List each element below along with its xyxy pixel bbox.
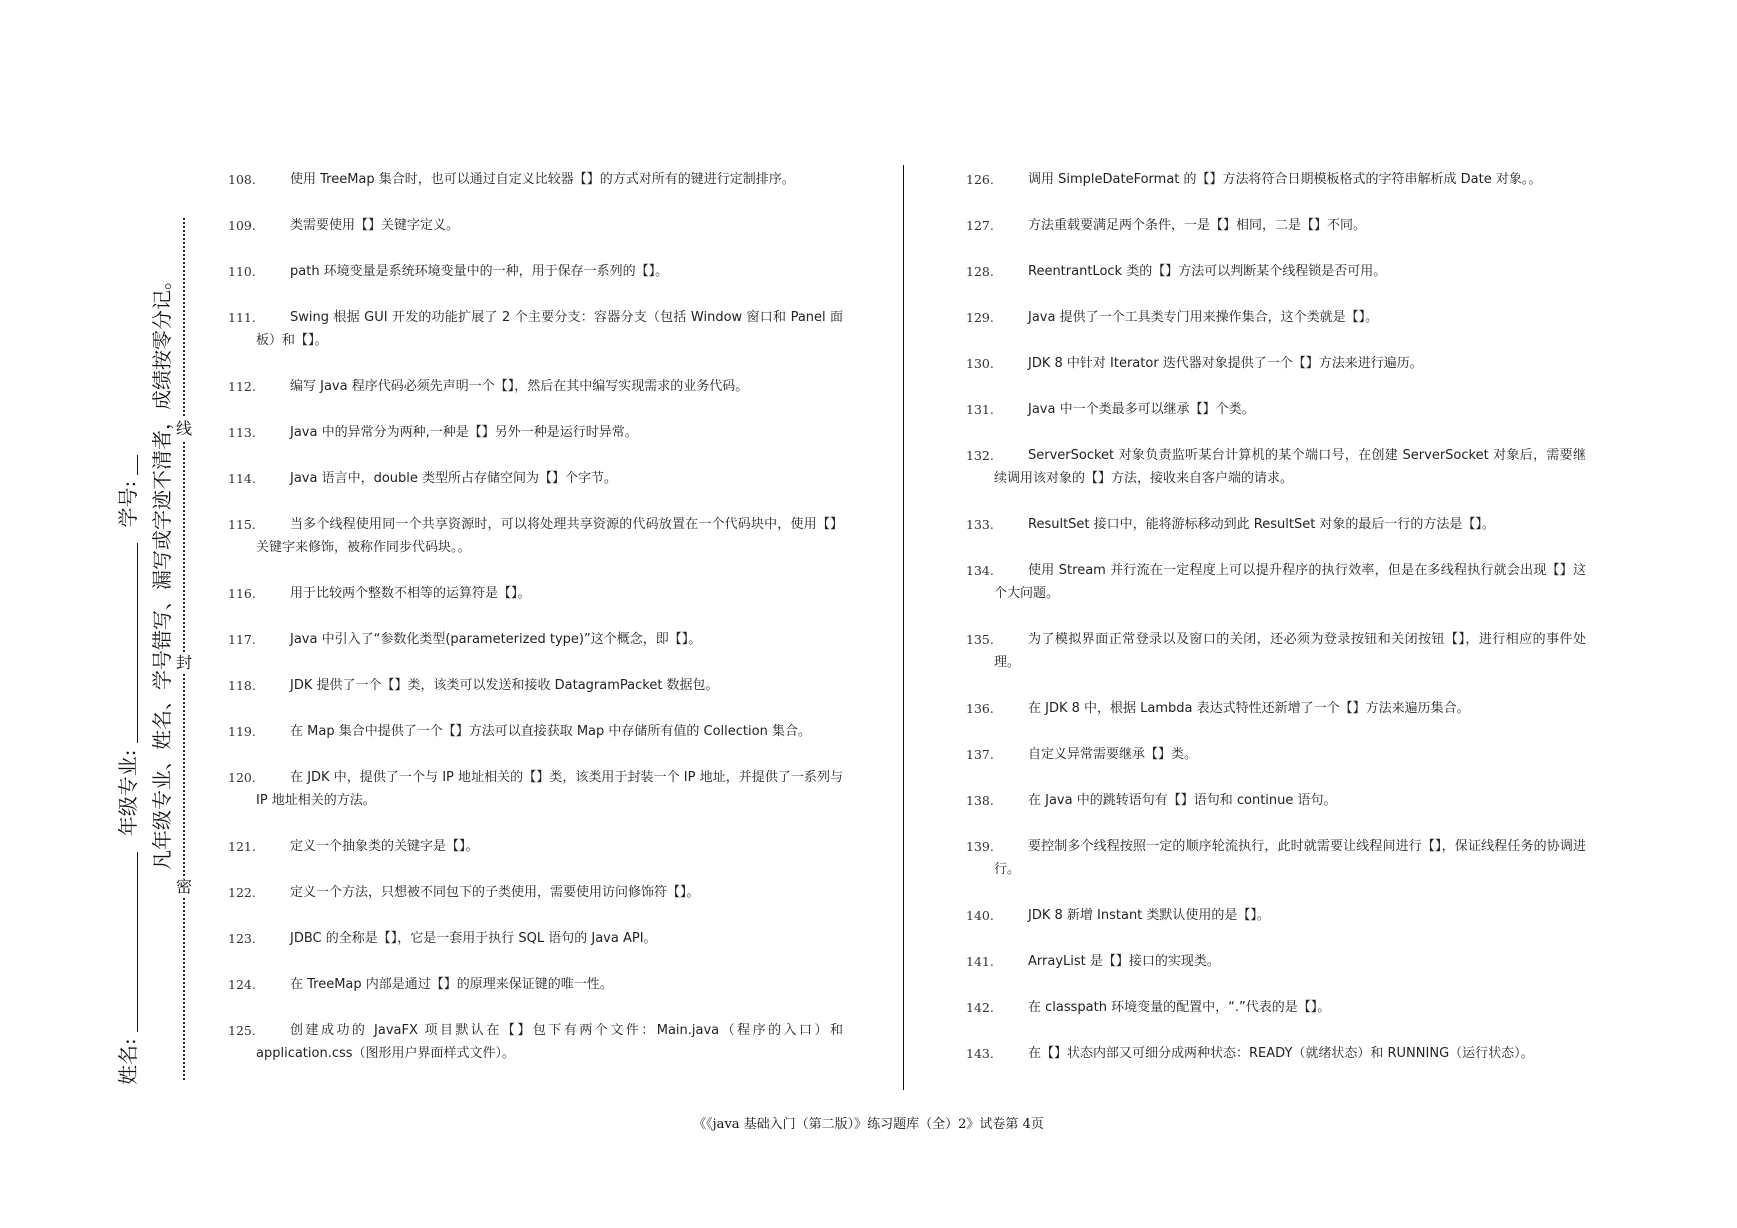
question-text: JDK 8 中针对 Iterator 迭代器对象提供了一个【】方法来进行遍历。: [1028, 356, 1423, 371]
question-119: [228, 720, 843, 743]
question-number: 129.: [966, 310, 994, 325]
question-number: 126.: [966, 172, 994, 187]
question-text: 在【】状态内部又可细分成两种状态：READY（就绪状态）和 RUNNING（运行状态）。: [1028, 1046, 1534, 1061]
question-139: [966, 835, 1586, 881]
question-131: [966, 398, 1586, 421]
question-text: 创建成功的 JavaFX 项目默认在【】包下有两个文件：Main.java（程序的入口）和 application.css（图形用户界面样式文件）。: [256, 1023, 843, 1061]
question-number: 132.: [966, 448, 994, 463]
page-footer: 《《java 基础入门（第二版）》练习题库（全）2》试卷第 4页: [693, 1117, 1044, 1132]
question-text: JDK 提供了一个【】类，该类可以发送和接收 DatagramPacket 数据包。: [290, 678, 719, 693]
question-142: [966, 996, 1586, 1019]
question-115: [228, 513, 843, 559]
question-text: 使用 Stream 并行流在一定程度上可以提升程序的执行效率，但是在多线程执行就会出现【】这个大问题。: [994, 563, 1586, 601]
question-text: 在 JDK 8 中，根据 Lambda 表达式特性还新增了一个【】方法来遍历集合。: [1028, 701, 1470, 716]
question-number: 123.: [228, 931, 256, 946]
student-info-fields: [112, 455, 141, 1085]
question-text: Java 中的异常分为两种,一种是【】另外一种是运行时异常。: [290, 425, 638, 440]
left-question-column: [228, 168, 843, 1065]
question-text: Java 语言中，double 类型所占存储空间为【】个字节。: [290, 471, 618, 486]
question-122: [228, 881, 843, 904]
question-text: ArrayList 是【】接口的实现类。: [1028, 954, 1220, 969]
question-number: 125.: [228, 1023, 256, 1038]
question-number: 119.: [228, 724, 256, 739]
question-text: Java 中一个类最多可以继承【】个类。: [1028, 402, 1255, 417]
question-text: 自定义异常需要继承【】类。: [1028, 747, 1198, 762]
question-text: 使用 TreeMap 集合时，也可以通过自定义比较器【】的方式对所有的键进行定制排序。: [290, 172, 795, 187]
question-number: 137.: [966, 747, 994, 762]
question-124: [228, 973, 843, 996]
question-137: [966, 743, 1586, 766]
question-number: 134.: [966, 563, 994, 578]
question-116: [228, 582, 843, 605]
name-label: 姓名:: [116, 1038, 140, 1085]
question-number: 108.: [228, 172, 256, 187]
seal-char-xian: 线: [176, 419, 193, 438]
question-number: 109.: [228, 218, 256, 233]
question-text: 定义一个抽象类的关键字是【】。: [290, 839, 479, 854]
question-text: 在 TreeMap 内部是通过【】的原理来保证键的唯一性。: [290, 977, 613, 992]
question-text: JDK 8 新增 Instant 类默认使用的是【】。: [1028, 908, 1270, 923]
question-134: [966, 559, 1586, 605]
question-number: 122.: [228, 885, 256, 900]
question-114: [228, 467, 843, 490]
question-number: 110.: [228, 264, 256, 279]
seal-dotted-line: [183, 218, 185, 1080]
question-number: 142.: [966, 1000, 994, 1015]
question-text: Java 提供了一个工具类专门用来操作集合，这个类就是【】。: [1028, 310, 1379, 325]
right-question-column: [966, 168, 1586, 1065]
question-number: 138.: [966, 793, 994, 808]
question-125: [228, 1019, 843, 1065]
question-text: 方法重载要满足两个条件，一是【】相同，二是【】不同。: [1028, 218, 1367, 233]
question-number: 120.: [228, 770, 256, 785]
question-text: 在 JDK 中，提供了一个与 IP 地址相关的【】类，该类用于封装一个 IP 地址，并提供了一系列与 IP 地址相关的方法。: [256, 770, 843, 808]
question-text: JDBC 的全称是【】，它是一套用于执行 SQL 语句的 Java API。: [290, 931, 657, 946]
question-138: [966, 789, 1586, 812]
question-text: 调用 SimpleDateFormat 的【】方法将符合日期模板格式的字符串解析成 Date 对象。。: [1028, 172, 1542, 187]
question-number: 121.: [228, 839, 256, 854]
question-number: 136.: [966, 701, 994, 716]
question-number: 116.: [228, 586, 256, 601]
question-141: [966, 950, 1586, 973]
question-117: [228, 628, 843, 651]
question-number: 117.: [228, 632, 256, 647]
question-text: 在 Map 集合中提供了一个【】方法可以直接获取 Map 中存储所有值的 Collection 集合。: [290, 724, 811, 739]
question-127: [966, 214, 1586, 237]
question-text: 要控制多个线程按照一定的顺序轮流执行，此时就需要让线程间进行【】，保证线程任务的协调进行。: [994, 839, 1586, 877]
question-108: [228, 168, 843, 191]
question-120: [228, 766, 843, 812]
question-number: 131.: [966, 402, 994, 417]
question-number: 124.: [228, 977, 256, 992]
question-140: [966, 904, 1586, 927]
question-text: 编写 Java 程序代码必须先声明一个【】，然后在其中编写实现需求的业务代码。: [290, 379, 749, 394]
question-number: 139.: [966, 839, 994, 854]
question-text: 当多个线程使用同一个共享资源时，可以将处理共享资源的代码放置在一个代码块中，使用【】关键字来修饰，被称作同步代码块。。: [256, 517, 843, 555]
question-number: 133.: [966, 517, 994, 532]
question-number: 118.: [228, 678, 256, 693]
question-113: [228, 421, 843, 444]
question-text: 在 classpath 环境变量的配置中，“.”代表的是【】。: [1028, 1000, 1331, 1015]
question-number: 114.: [228, 471, 256, 486]
question-136: [966, 697, 1586, 720]
seal-char-mi: 密: [176, 877, 193, 896]
question-126: [966, 168, 1586, 191]
question-number: 111.: [228, 310, 256, 325]
question-132: [966, 444, 1586, 490]
question-text: 在 Java 中的跳转语句有【】语句和 continue 语句。: [1028, 793, 1337, 808]
question-text: 用于比较两个整数不相等的运算符是【】。: [290, 586, 531, 601]
question-128: [966, 260, 1586, 283]
question-110: [228, 260, 843, 283]
question-number: 112.: [228, 379, 256, 394]
student-id-blank: [115, 455, 138, 475]
question-118: [228, 674, 843, 697]
question-number: 115.: [228, 517, 256, 532]
question-text: 类需要使用【】关键字定义。: [290, 218, 460, 233]
major-blank: [115, 544, 138, 744]
question-text: Java 中引入了“参数化类型(parameterized type)”这个概念，即【】。: [290, 632, 702, 647]
column-divider: [903, 165, 904, 1090]
question-text: ServerSocket 对象负责监听某台计算机的某个端口号，在创建 ServerSocket 对象后，需要继续调用该对象的【】方法，接收来自客户端的请求。: [994, 448, 1586, 486]
binding-notice: 凡年级专业、姓名、学号错写、漏写或字迹不清者，成绩按零分记。: [150, 270, 174, 870]
question-121: [228, 835, 843, 858]
question-143: [966, 1042, 1586, 1065]
question-number: 127.: [966, 218, 994, 233]
question-129: [966, 306, 1586, 329]
question-111: [228, 306, 843, 352]
question-number: 135.: [966, 632, 994, 647]
student-id-label: 学号:: [116, 480, 140, 528]
question-number: 140.: [966, 908, 994, 923]
question-number: 128.: [966, 264, 994, 279]
question-text: ResultSet 接口中，能将游标移动到此 ResultSet 对象的最后一行的方法是【】。: [1028, 517, 1495, 532]
question-109: [228, 214, 843, 237]
question-130: [966, 352, 1586, 375]
question-number: 141.: [966, 954, 994, 969]
question-text: path 环境变量是系统环境变量中的一种，用于保存一系列的【】。: [290, 264, 669, 279]
question-123: [228, 927, 843, 950]
question-text: 为了模拟界面正常登录以及窗口的关闭，还必须为登录按钮和关闭按钮【】，进行相应的事件处理。: [994, 632, 1586, 670]
binding-margin: [0, 0, 215, 1228]
question-133: [966, 513, 1586, 536]
question-135: [966, 628, 1586, 674]
seal-char-feng: 封: [176, 653, 193, 672]
question-number: 113.: [228, 425, 256, 440]
question-text: Swing 根据 GUI 开发的功能扩展了 2 个主要分支：容器分支（包括 Window 窗口和 Panel 面板）和【】。: [256, 310, 843, 348]
question-text: ReentrantLock 类的【】方法可以判断某个线程锁是否可用。: [1028, 264, 1387, 279]
question-text: 定义一个方法，只想被不同包下的子类使用，需要使用访问修饰符【】。: [290, 885, 700, 900]
name-blank: [115, 852, 138, 1032]
question-number: 130.: [966, 356, 994, 371]
major-label: 年级专业:: [116, 749, 140, 837]
question-number: 143.: [966, 1046, 994, 1061]
question-112: [228, 375, 843, 398]
